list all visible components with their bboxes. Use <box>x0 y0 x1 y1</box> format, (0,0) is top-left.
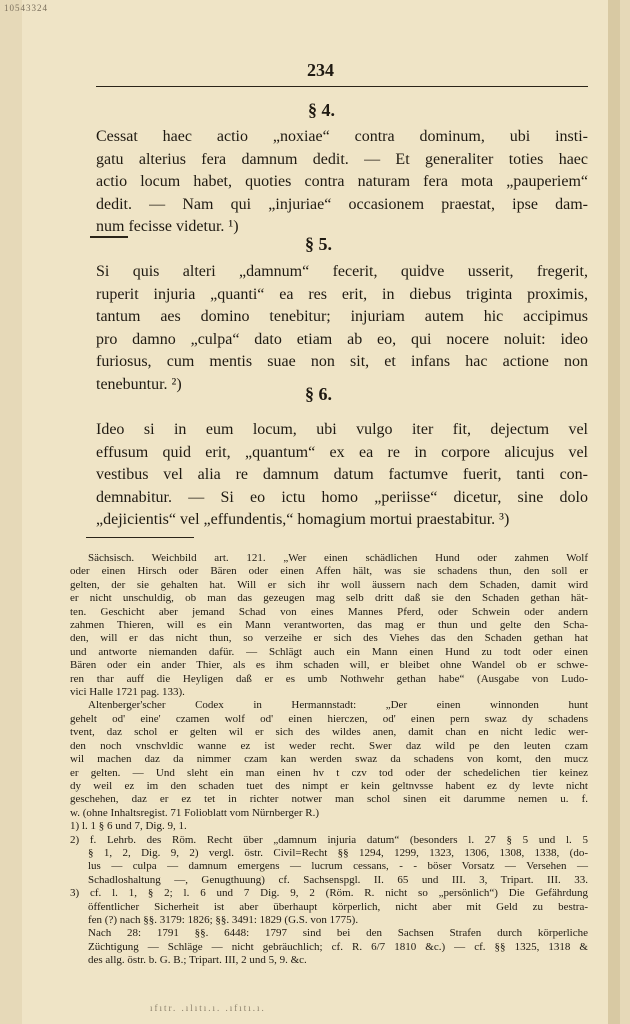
footnote-line: 3) cf. l. 1, § 2; l. 6 und 7 Dig. 9, 2 (Röm. R. nicht so „persönlich“) Die Gefährdung <box>70 887 588 900</box>
footnote-line: und antworte niemanden dafür. — Schlägt auch ein Mann einen Hund zu todt oder einen <box>70 645 588 658</box>
footnote-line: zahmen Thieren, will es ein Mann verantworten, das mag er thun und gelte den Scha- <box>70 619 588 632</box>
footnote-line: Sächsisch. Weichbild art. 121. „Wer einen schädlichen Hund oder zahmen Wolf <box>88 552 588 564</box>
footnote-line: vici Halle 1721 pag. 133). <box>70 686 185 699</box>
footnote-line: fen (?) nach §§. 3179: 1826; §§. 3491: 1829 (G.S. von 1775). <box>88 913 359 926</box>
footnote-line: lus — culpa — damnum emergens — lucrum cessans, - - böser Vorsatz — Versehen — <box>88 860 588 873</box>
text-line: tenebuntur. ²) <box>96 375 182 393</box>
footnote-line: er nicht unschuldig, ob man das gezeugen mag selb dritt daß sie den Schaden gethan hät- <box>70 592 588 605</box>
footnote-line: Altenberger'scher Codex in Hermannstadt: „Der einen winnonden hunt <box>88 699 588 712</box>
text-line: Ideo si in eum locum, ubi vulgo iter fit, dejectum vel <box>96 421 588 438</box>
text-line: num fecisse videtur. ¹) <box>96 218 239 235</box>
section-4-heading: § 4. <box>308 100 335 120</box>
page-edge <box>608 0 620 1024</box>
section-divider <box>90 236 128 238</box>
text-line: Si quis alteri „damnum“ fecerit, quidve usserit, fregerit, <box>96 263 588 280</box>
header-rule <box>96 86 588 87</box>
archive-stamp: 10543324 <box>4 3 48 13</box>
footnote-line: wil machen daz da nimmer czam kan werden swaz da schadens von komt, den mucz <box>70 753 588 766</box>
text-line: gatu alterius fera damnum dedit. — Et generaliter toties haec <box>96 150 588 168</box>
text-line: „dejicientis“ vel „effundentis,“ homagium mortui praestabitur. ³) <box>96 511 510 528</box>
footnote-line: dy weil ez im den schaden tuet des nimpt er kein geltnvsse habent ez dy levte nicht <box>70 779 588 792</box>
text-line: demnabitur. — Si eo ictu homo „periisse“ dicetur, sine dolo <box>96 488 588 506</box>
footnote-line: ren thar auff die Heyligen daß er es umb Nothwehr gethan habe“ (Ausgabe von Ludo- <box>70 672 588 685</box>
text-line: pro damno „culpa“ dato etiam ab eo, qui nocere noluit: ideo <box>96 330 588 348</box>
footnote-line: § 1, 2, Dig. 9, 2) vergl. östr. Civil=Recht §§ 1294, 1299, 1323, 1306, 1308, 1338, (do- <box>88 846 588 859</box>
bottom-marks: ıfıtr. .ılıtı.ı. .ıfıtı.ı. <box>150 1003 266 1013</box>
section-5-heading: § 5. <box>305 234 332 254</box>
footnotes <box>70 552 588 968</box>
section-5-body <box>96 261 588 396</box>
footnote-line: Nach 28: 1791 §§. 6448: 1797 sind bei den Sachsen Strafen durch körperliche <box>88 927 588 940</box>
footnote-line: oder einen Hirsch oder Bären oder einen Affen hält, was sie schadens thun, den soll er <box>70 565 588 578</box>
footnote-rule <box>86 537 194 538</box>
text-line: Cessat haec actio „noxiae“ contra dominum, ubi insti- <box>96 128 588 145</box>
footnote-line: Schadloshaltung —, Genugthuung) cf. Sachsenspgl. II. 65 und III. 3, Tripart. III. 33. <box>88 873 588 886</box>
footnote-line: öffentlicher Sicherheit ist aber überhaupt körperlich, nicht aber mit Geld zu bestra- <box>88 900 588 913</box>
footnote-line: geschehen, daz er ez tet in richter notwer man schol sinen eit darumme nemen u. f. <box>70 793 588 806</box>
text-line: effusum quid erit, „quantum“ ex ea re in corpore alicujus vel <box>96 443 588 461</box>
text-line: dedit. — Nam qui „injuriae“ occasionem praestat, ipse dam- <box>96 195 588 213</box>
text-line: actio locum habet, quoties contra naturam fera mota „pauperiem“ <box>96 173 588 190</box>
section-6-heading: § 6. <box>305 384 332 404</box>
text-line: ruperit injuria „quanti“ ea res erit, in diebus triginta proximis, <box>96 285 588 303</box>
footnote-line: ten. Geschicht aber jemand Schad von eines Mannes Pferd, oder Schwein oder andern <box>70 605 588 618</box>
footnote-line: den noch vnschvldic wanne ez ist weder recht. Swer daz wild pe den leuten czam <box>70 739 588 752</box>
section-6-body <box>96 419 588 532</box>
text-line: furiosus, cum mentis suae non sit, et infans hac actione non <box>96 353 588 370</box>
footnote-line: 2) f. Lehrb. des Röm. Recht über „damnum injuria datum“ (besonders l. 27 § 5 und l. 5 <box>70 833 588 846</box>
footnote-line: tvent, daz schol er gelten wil er sich des wildes anen, damit chan en nicht ledic wer- <box>70 726 588 739</box>
text-line: tantum aes domino tenebitur; injuriam autem hic accipimus <box>96 308 588 325</box>
section-4-body <box>96 126 588 239</box>
footnote-line: Bären oder ein ander Thier, als es ihm schaden will, er bleibet ohne Wandel ob er schwe- <box>70 659 588 672</box>
footnote-line: den, will er das nicht thun, so verzeihe er sich des Viehes das den Schaden gethan hat <box>70 632 588 645</box>
footnote-line: gehelt od' eine' czamen wolf od' einen hierczen, od' einen pern swaz dy schadens <box>70 712 588 725</box>
footnote-line: Züchtigung — Schläge — nicht gebräuchlich; cf. R. 6/7 1810 &c.) — cf. §§ 1325, 1318 & <box>88 940 588 953</box>
footnote-line: des allg. östr. b. G. B.; Tripart. III, 2 und 5, 9. &c. <box>88 954 307 967</box>
footnote-line: gelten, der sie gehalten hat. Will er sich ihr woll äussern nach dem Schaden, damit wird <box>70 578 588 591</box>
text-line: vestibus vel alia re damnum datum factumve fuerit, tanti con- <box>96 466 588 483</box>
footnote-line: w. (ohne Inhaltsregist. 71 Folioblatt vom Nürnberger R.) <box>70 806 319 819</box>
footnote-line: er gelten. — Und sleht ein man einen hv t czv tod oder der schedelichen tier keinez <box>70 766 588 779</box>
page-number: 234 <box>307 60 334 80</box>
footnote-line: 1) l. 1 § 6 und 7, Dig. 9, 1. <box>70 820 187 833</box>
